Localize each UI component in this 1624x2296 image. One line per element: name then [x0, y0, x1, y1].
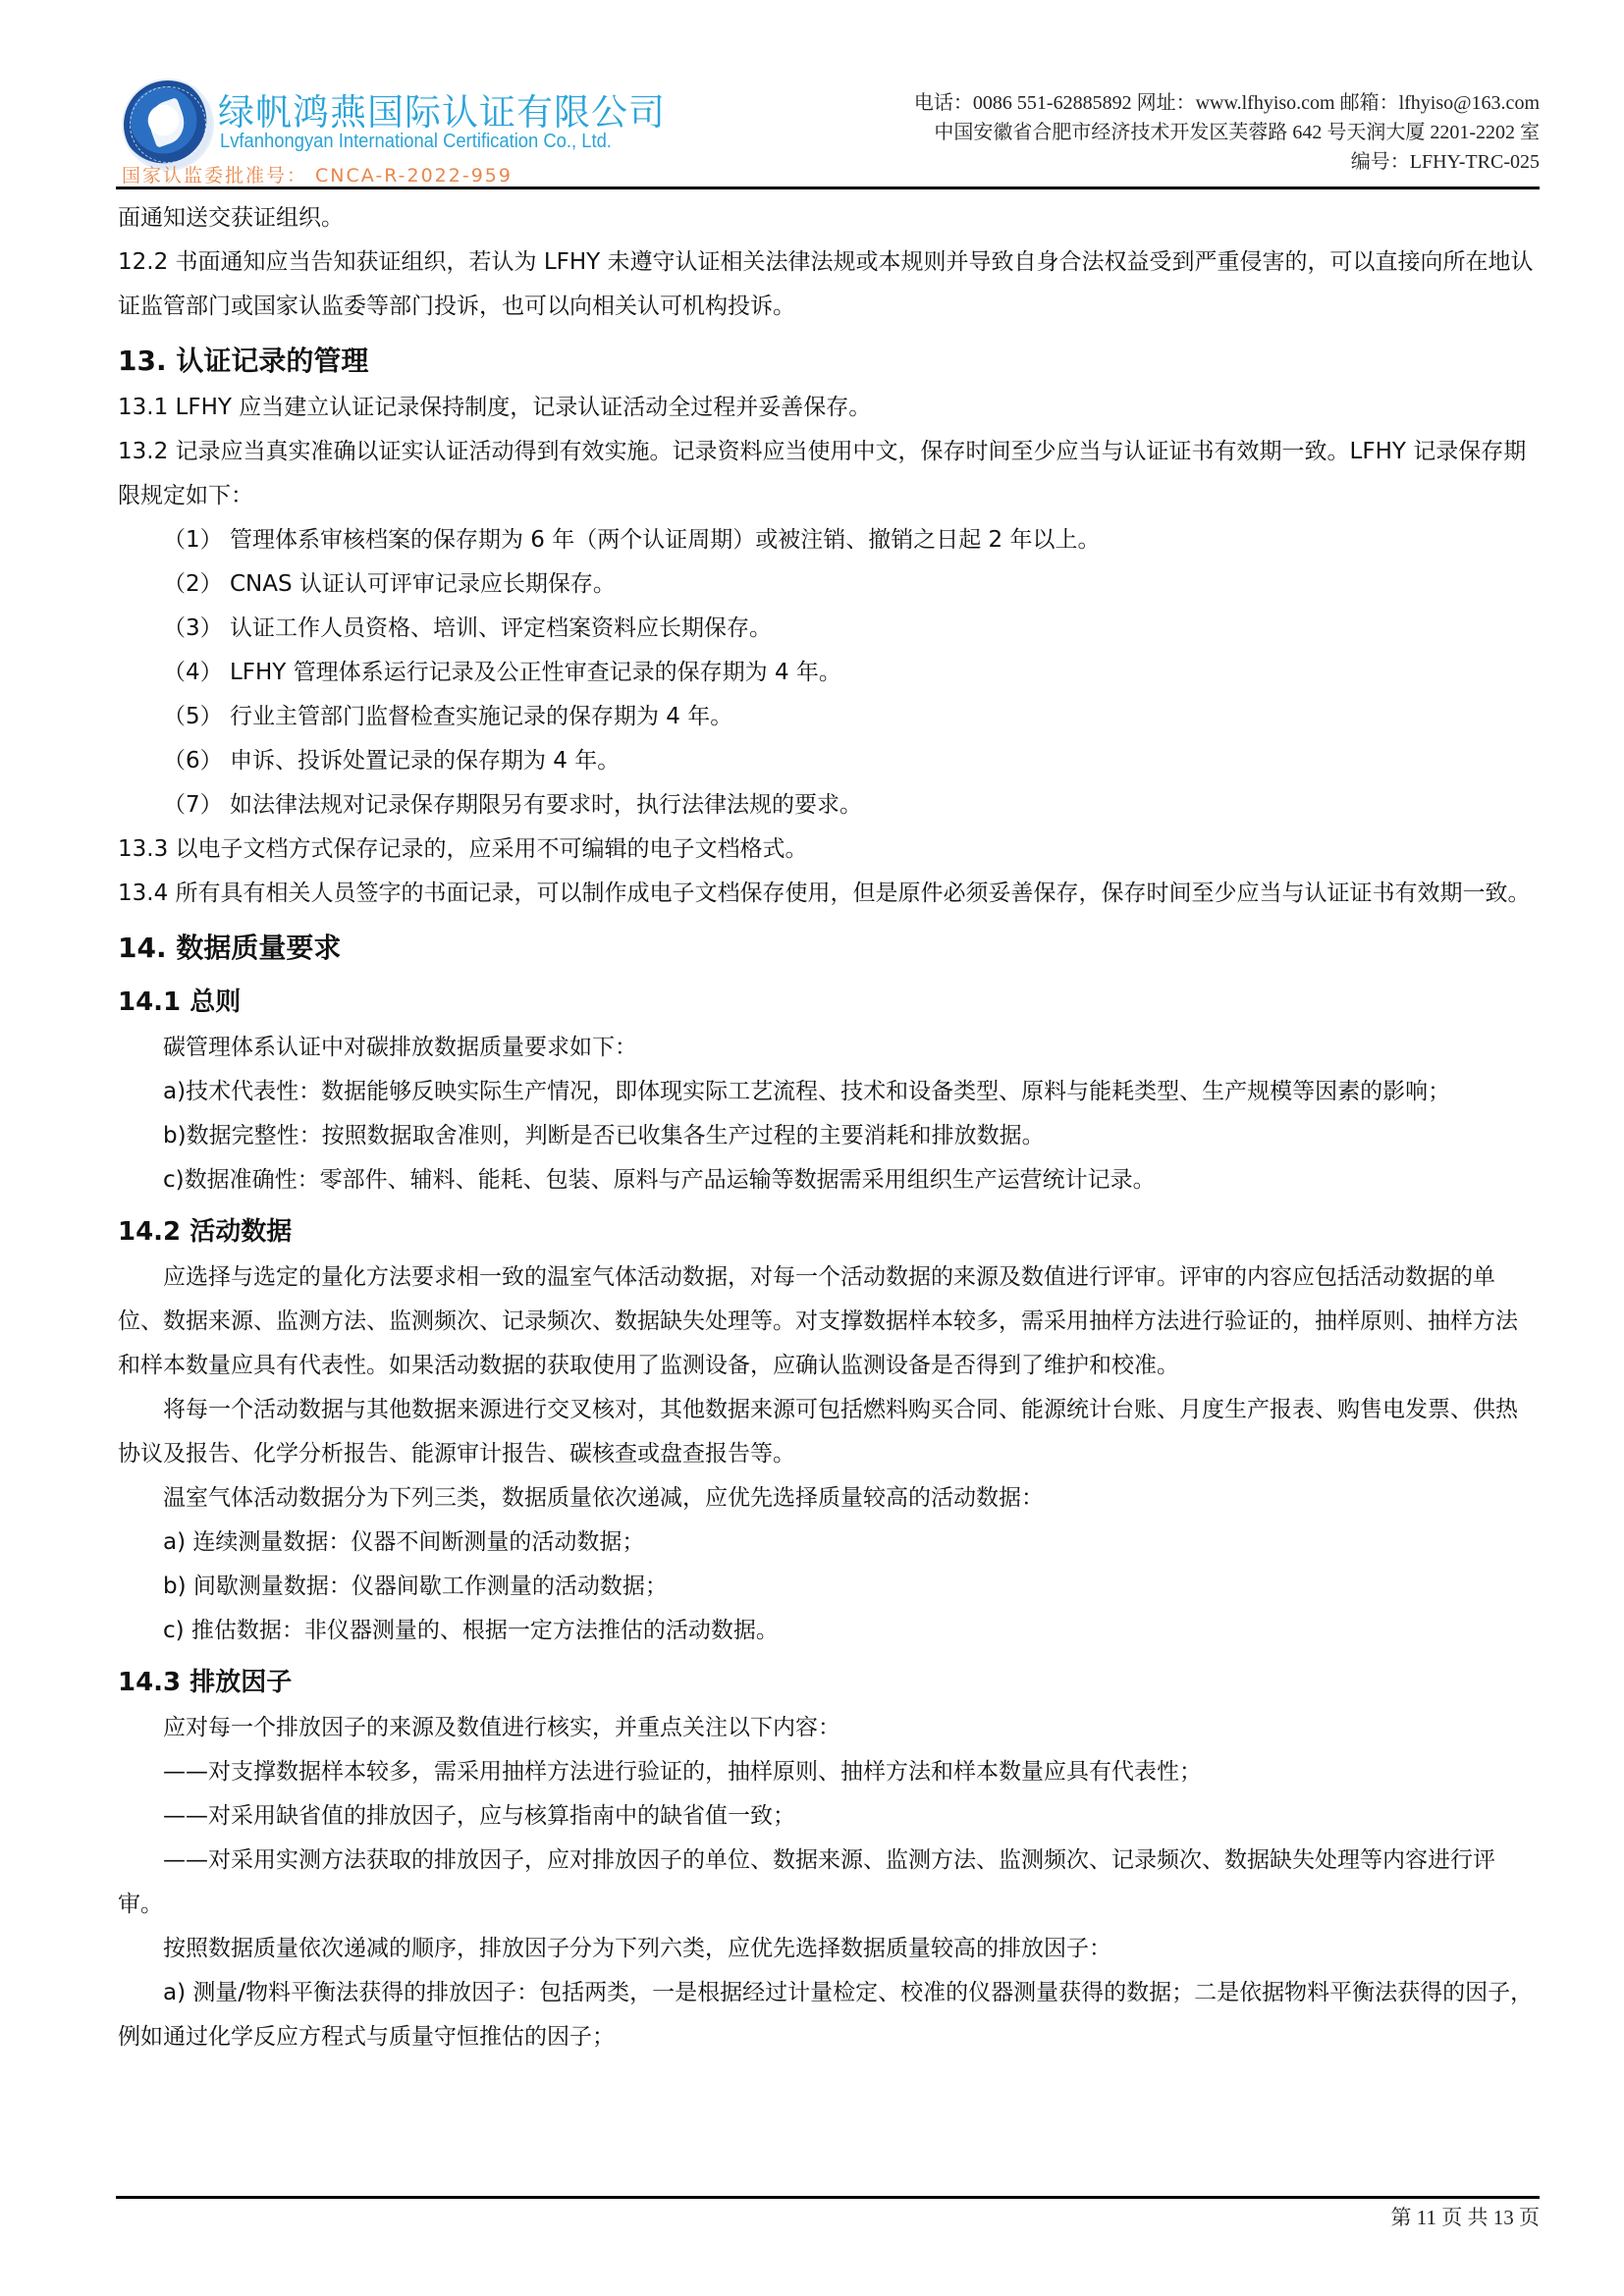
emission-factor-checklist: [118, 1750, 1540, 1927]
paragraph: 碳管理体系认证中对碳排放数据质量要求如下：: [163, 1035, 637, 1060]
paragraph: c)数据准确性：零部件、辅料、能耗、包装、原料与产品运输等数据需采用组织生产运营统计记录。: [163, 1167, 1156, 1193]
clause-13-2: 13.2 记录应当真实准确以证实认证活动得到有效实施。记录资料应当使用中文，保存时间至少应当与认证证书有效期一致。LFHY 记录保存期限规定如下：: [118, 439, 1527, 508]
section-13-heading: 13. 认证记录的管理: [118, 345, 369, 377]
paragraph: 温室气体活动数据分为下列三类，数据质量依次递减，应优先选择质量较高的活动数据：: [163, 1485, 1044, 1511]
clause-13-3: 13.3 以电子文档方式保存记录的，应采用不可编辑的电子文档格式。: [118, 836, 808, 862]
paragraph: a)技术代表性：数据能够反映实际生产情况，即体现实际工艺流程、技术和设备类型、原料与能耗类型、生产规模等因素的影响；: [163, 1079, 1451, 1104]
retention-list: [118, 518, 1540, 828]
paragraph: 应对每一个排放因子的来源及数值进行核实，并重点关注以下内容：: [163, 1715, 840, 1740]
page-number: 第 11 页 共 13 页: [1390, 2206, 1540, 2229]
list-item: （1） 管理体系审核档案的保存期为 6 年（两个认证周期）或被注销、撤销之日起 2 年以上。: [163, 527, 1101, 553]
document-number: 编号：LFHY-TRC-025: [1350, 151, 1540, 173]
clause-13-1: 13.1 LFHY 应当建立认证记录保持制度，记录认证活动全过程并妥善保存。: [118, 395, 872, 420]
header-divider: [116, 187, 1540, 189]
clause-12-2: 12.2 书面通知应当告知获证组织，若认为 LFHY 未遵守认证相关法律法规或本规则并导致自身合法权益受到严重侵害的，可以直接向所在地认证监管部门或国家认监委等部门投诉，也可以向相关认可机构投诉。: [118, 249, 1534, 319]
section-14-2-heading: 14.2 活动数据: [118, 1217, 293, 1247]
clause-13-4: 13.4 所有具有相关人员签字的书面记录，可以制作成电子文档保存使用，但是原件必须妥善保存，保存时间至少应当与认证证书有效期一致。: [118, 881, 1531, 906]
company-seal-logo-icon: [124, 80, 212, 169]
company-name-cn: 绿帆鸿燕国际认证有限公司: [218, 91, 666, 133]
list-item: （4） LFHY 管理体系运行记录及公正性审查记录的保存期为 4 年。: [163, 660, 841, 685]
list-item: （7） 如法律法规对记录保存期限另有要求时，执行法律法规的要求。: [163, 792, 862, 818]
list-item: a) 连续测量数据：仪器不间断测量的活动数据；: [163, 1529, 645, 1555]
section-14-3-heading: 14.3 排放因子: [118, 1668, 293, 1697]
list-item: c) 推估数据：非仪器测量的、根据一定方法推估的活动数据。: [163, 1618, 779, 1643]
contact-block: [914, 88, 1540, 177]
list-item: （5） 行业主管部门监督检查实施记录的保存期为 4 年。: [163, 704, 733, 729]
activity-data-list: [118, 1521, 1540, 1653]
paragraph-continued: 面通知送交获证组织。: [118, 205, 344, 231]
list-item: ——对采用实测方法获取的排放因子，应对排放因子的单位、数据来源、监测方法、监测频次、记录频次、数据缺失处理等内容进行评审。: [118, 1847, 1495, 1917]
approval-number: 国家认监委批准号： CNCA-R-2022-959: [122, 165, 513, 187]
section-14-1-heading: 14.1 总则: [118, 988, 242, 1017]
list-item: （6） 申诉、投诉处置记录的保存期为 4 年。: [163, 748, 621, 774]
paragraph: 应选择与选定的量化方法要求相一致的温室气体活动数据，对每一个活动数据的来源及数值进行评审。评审的内容应包括活动数据的单位、数据来源、监测方法、监测频次、记录频次、数据缺失处理等。对支撑数据样本较多，需采用抽样方法进行验证的，抽样原则、抽样方法和样本数量应具有代表性。如果活动数据的获取使用了监测设备，应确认监测设备是否得到了维护和校准。: [118, 1264, 1518, 1378]
paragraph: 将每一个活动数据与其他数据来源进行交叉核对，其他数据来源可包括燃料购买合同、能源统计台账、月度生产报表、购售电发票、供热协议及报告、化学分析报告、能源审计报告、碳核查或盘查报告等。: [118, 1397, 1518, 1467]
footer-divider: [116, 2196, 1540, 2199]
paragraph: 按照数据质量依次递减的顺序，排放因子分为下列六类，应优先选择数据质量较高的排放因子：: [163, 1936, 1111, 1961]
paragraph: a) 测量/物料平衡法获得的排放因子：包括两类，一是根据经过计量检定、校准的仪器测量获得的数据；二是依据物料平衡法获得的因子，例如通过化学反应方程式与质量守恒推估的因子；: [118, 1980, 1534, 2050]
list-item: （2） CNAS 认证认可评审记录应长期保存。: [163, 571, 616, 597]
paragraph: b)数据完整性：按照数据取舍准则，判断是否已收集各生产过程的主要消耗和排放数据。: [163, 1123, 1045, 1148]
page-header: [116, 77, 1540, 187]
list-item: ——对支撑数据样本较多，需采用抽样方法进行验证的，抽样原则、抽样方法和样本数量应具有代表性；: [163, 1759, 1202, 1785]
contact-address: 中国安徽省合肥市经济技术开发区芙蓉路 642 号天润大厦 2201-2202 室: [934, 122, 1540, 143]
contact-phone-web-email: 电话：0086 551-62885892 网址：www.lfhyiso.com 邮箱：lfhyiso@163.com: [913, 92, 1540, 114]
list-item: （3） 认证工作人员资格、培训、评定档案资料应长期保存。: [163, 615, 772, 641]
company-name-en: Lvfanhongyan International Certification Co., Ltd.: [220, 131, 612, 152]
list-item: b) 间歇测量数据：仪器间歇工作测量的活动数据；: [163, 1574, 668, 1599]
list-item: ——对采用缺省值的排放因子，应与核算指南中的缺省值一致；: [163, 1803, 795, 1829]
document-body: [118, 196, 1540, 2059]
section-14-heading: 14. 数据质量要求: [118, 932, 342, 964]
